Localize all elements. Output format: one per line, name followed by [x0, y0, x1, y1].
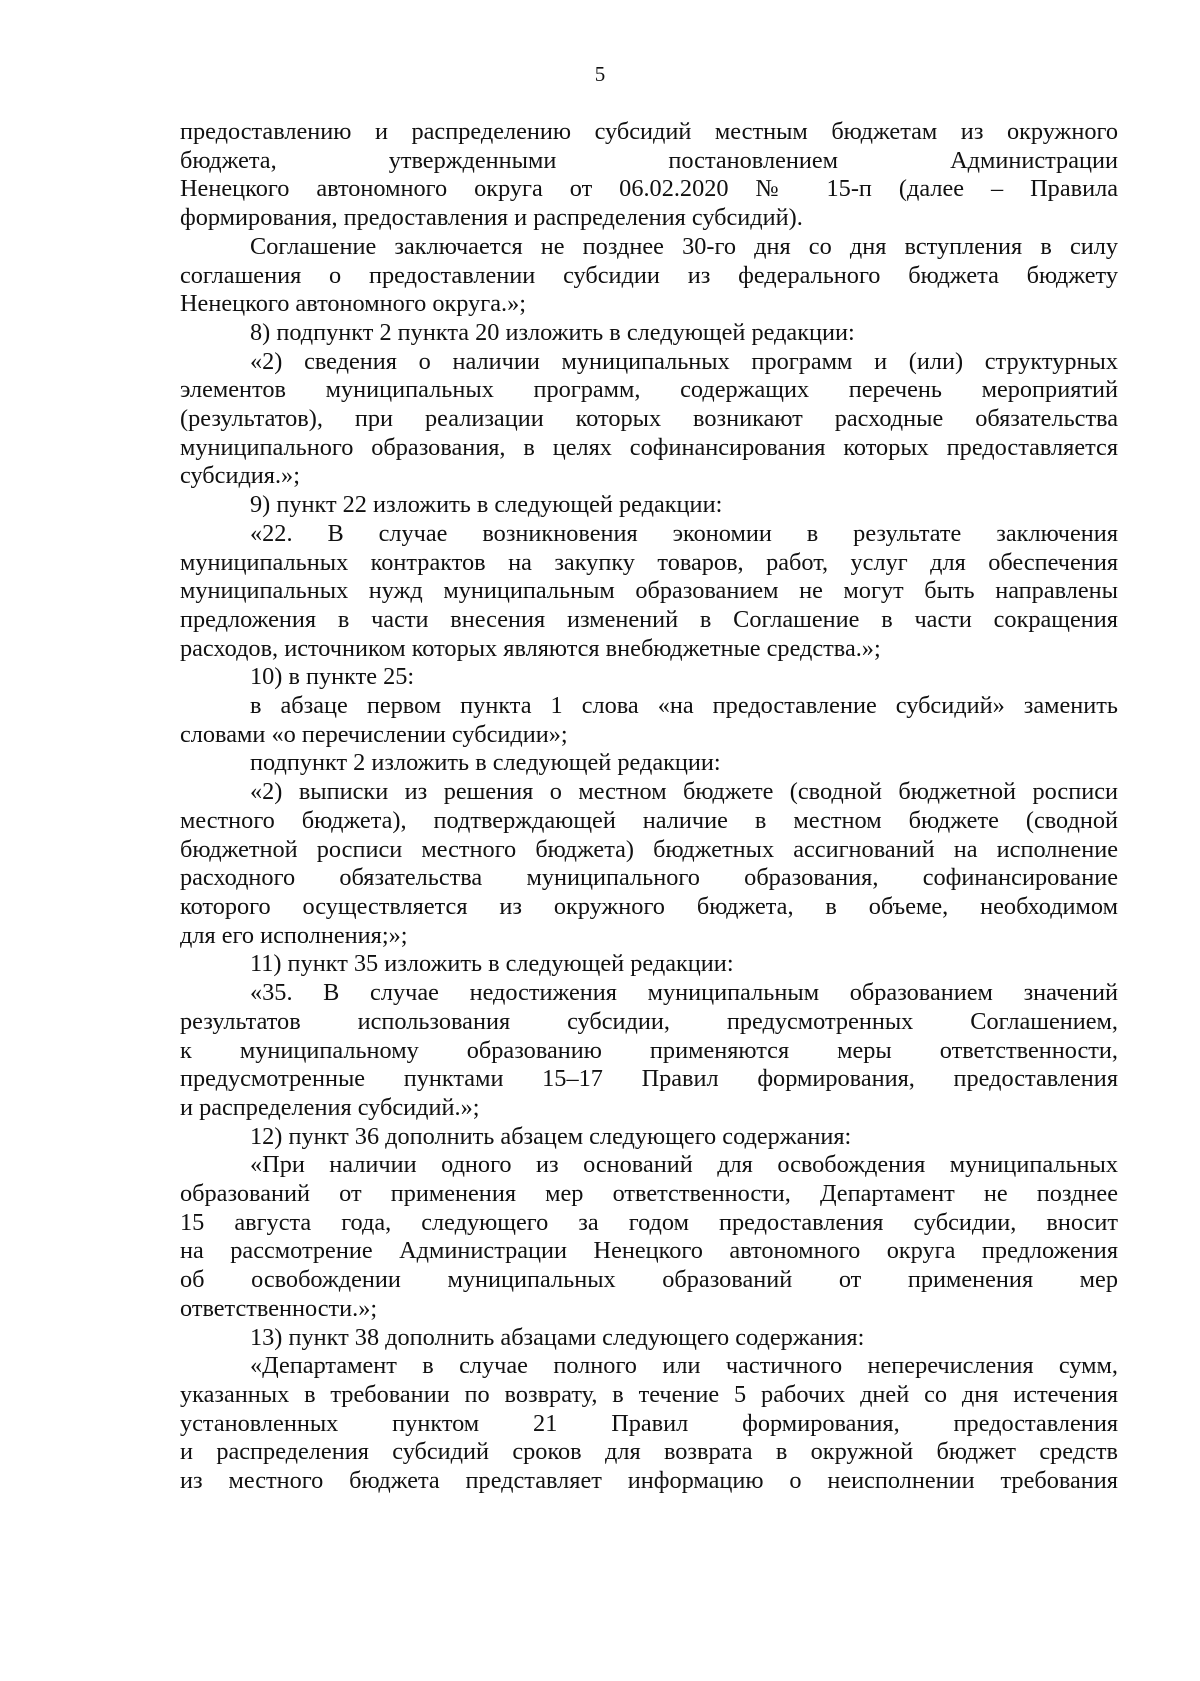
text-line: предусмотренные пунктами 15–17 Правил формирования, предоставления	[180, 1065, 1118, 1093]
text-line: «35. В случае недостижения муниципальным образованием значений	[250, 979, 1118, 1007]
text-line: образований от применения мер ответственности, Департамент не позднее	[180, 1180, 1118, 1208]
text-line: и распределения субсидий.»;	[180, 1093, 480, 1121]
text-line: муниципального образования, в целях софинансирования которых предоставляется	[180, 433, 1118, 461]
text-line: «22. В случае возникновения экономии в результате заключения	[250, 519, 1118, 547]
text-line: муниципальных нужд муниципальным образованием не могут быть направлены	[180, 577, 1118, 605]
text-line: формирования, предоставления и распределения субсидий).	[180, 204, 803, 232]
text-line: 15 августа года, следующего за годом предоставления субсидии, вносит	[180, 1208, 1118, 1236]
text-line: для его исполнения;»;	[180, 921, 408, 949]
text-line: расходов, источником которых являются внебюджетные средства.»;	[180, 634, 881, 662]
text-line: Ненецкого автономного округа от 06.02.2020 № 15-п (далее – Правила	[180, 175, 1118, 203]
text-line: «2) сведения о наличии муниципальных программ и (или) структурных	[250, 347, 1118, 375]
text-line: элементов муниципальных программ, содержащих перечень мероприятий	[180, 376, 1118, 404]
document-body	[180, 118, 1118, 1496]
text-line: к муниципальному образованию применяются меры ответственности,	[180, 1036, 1118, 1064]
text-line: Ненецкого автономного округа.»;	[180, 290, 526, 318]
text-line: субсидия.»;	[180, 462, 300, 490]
text-line: (результатов), при реализации которых возникают расходные обязательства	[180, 405, 1118, 433]
text-line: на рассмотрение Администрации Ненецкого автономного округа предложения	[180, 1237, 1118, 1265]
text-line: муниципальных контрактов на закупку товаров, работ, услуг для обеспечения	[180, 548, 1118, 576]
text-line: 10) в пункте 25:	[250, 663, 415, 691]
text-line: указанных в требовании по возврату, в течение 5 рабочих дней со дня истечения	[180, 1380, 1118, 1408]
text-line: «При наличии одного из оснований для освобождения муниципальных	[250, 1151, 1118, 1179]
text-line: установленных пунктом 21 Правил формирования, предоставления	[180, 1409, 1118, 1437]
text-line: и распределения субсидий сроков для возврата в окружной бюджет средств	[180, 1438, 1118, 1466]
text-line: местного бюджета), подтверждающей наличие в местном бюджете (сводной	[180, 806, 1118, 834]
text-line: результатов использования субсидии, предусмотренных Соглашением,	[180, 1007, 1118, 1035]
text-line: 8) подпункт 2 пункта 20 изложить в следующей редакции:	[250, 318, 855, 346]
text-line: бюджетной росписи местного бюджета) бюджетных ассигнований на исполнение	[180, 835, 1118, 863]
text-line: Соглашение заключается не позднее 30-го дня со дня вступления в силу	[250, 232, 1118, 260]
text-line: соглашения о предоставлении субсидии из федерального бюджета бюджету	[180, 261, 1118, 289]
text-line: «2) выписки из решения о местном бюджете (сводной бюджетной росписи	[250, 778, 1118, 806]
text-line: которого осуществляется из окружного бюджета, в объеме, необходимом	[180, 892, 1118, 920]
text-line: бюджета, утвержденными постановлением Администрации	[180, 146, 1118, 174]
text-line: 12) пункт 36 дополнить абзацем следующего содержания:	[250, 1122, 852, 1150]
text-line: подпункт 2 изложить в следующей редакции:	[250, 749, 721, 777]
text-line: словами «о перечислении субсидии»;	[180, 720, 568, 748]
text-line: 13) пункт 38 дополнить абзацами следующего содержания:	[250, 1323, 865, 1351]
text-line: предоставлению и распределению субсидий местным бюджетам из окружного	[180, 118, 1118, 145]
text-line: предложения в части внесения изменений в Соглашение в части сокращения	[180, 605, 1118, 633]
text-line: расходного обязательства муниципального образования, софинансирование	[180, 864, 1118, 892]
text-line: ответственности.»;	[180, 1294, 378, 1322]
text-line: из местного бюджета представляет информацию о неисполнении требования	[180, 1467, 1118, 1495]
text-line: в абзаце первом пункта 1 слова «на предоставление субсидий» заменить	[250, 692, 1118, 720]
text-line: 11) пункт 35 изложить в следующей редакции:	[250, 950, 734, 978]
page-number: 5	[594, 62, 606, 86]
text-line: 9) пункт 22 изложить в следующей редакции:	[250, 491, 723, 519]
text-line: «Департамент в случае полного или частичного неперечисления сумм,	[250, 1352, 1118, 1380]
text-line: об освобождении муниципальных образований от применения мер	[180, 1266, 1118, 1294]
